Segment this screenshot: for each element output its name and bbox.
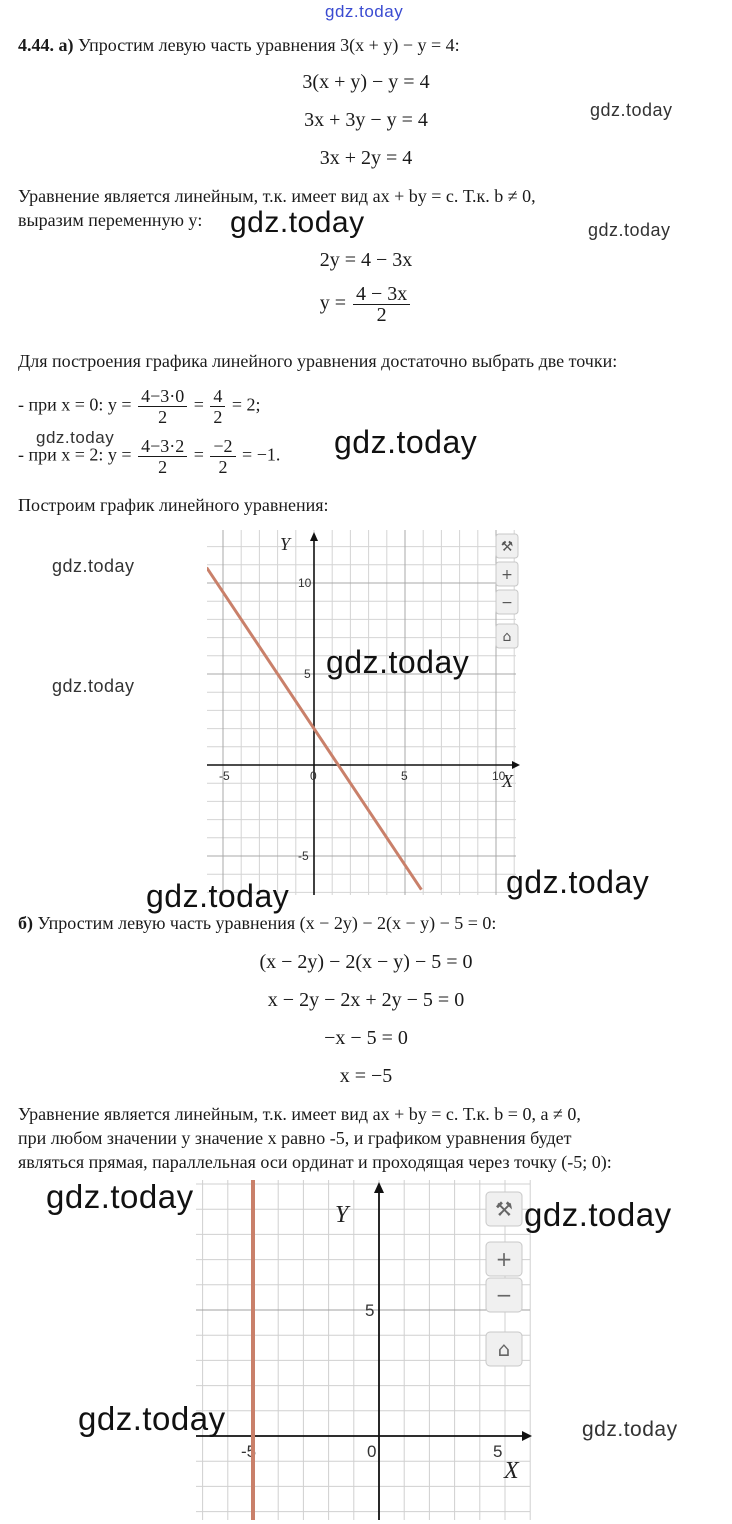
- watermark: gdz.today: [524, 1196, 672, 1233]
- problem-header-b: [18, 912, 496, 934]
- problem-number: 4.44. а): [18, 35, 74, 55]
- graph-a: [207, 530, 522, 895]
- equation-step: x − 2y − 2x + 2y − 5 = 0: [267, 989, 465, 1011]
- equation-step: 2y = 4 − 3x: [319, 249, 413, 271]
- point-1-calc: [18, 386, 261, 427]
- problem-intro: Упростим левую часть уравнения 3(x + y) − y = 4:: [78, 35, 460, 55]
- x-axis-label: X: [504, 1458, 519, 1484]
- text-line: при любом значении y значение x равно -5, и графиком уравнения будет: [18, 1128, 572, 1148]
- y-fraction-equation: [0, 284, 732, 325]
- problem-header-a: [18, 34, 460, 56]
- watermark: gdz.today: [46, 1178, 194, 1215]
- denominator: 2: [376, 304, 387, 326]
- fraction: [353, 284, 410, 325]
- fraction: [210, 436, 235, 477]
- paragraph-linear-b: [18, 1102, 716, 1174]
- plus-icon: +: [495, 1247, 513, 1271]
- home-icon: ⌂: [497, 1337, 511, 1361]
- text-line: = 2;: [231, 394, 261, 415]
- text-line: =: [193, 444, 204, 465]
- wrench-icon: ⚒: [495, 1197, 513, 1221]
- equation-step: 3(x + y) − y = 4: [302, 71, 430, 93]
- paragraph-two-points: Для построения графика линейного уравнения достаточно выбрать две точки:: [18, 351, 618, 371]
- watermark: gdz.today: [52, 676, 135, 696]
- x-axis-label: X: [502, 771, 513, 791]
- y-axis-label: Y: [335, 1202, 349, 1228]
- text-line: выразим переменную y:: [18, 210, 203, 230]
- text-line: y =: [319, 292, 346, 315]
- watermark: gdz.today: [588, 220, 671, 240]
- fraction: [210, 386, 225, 427]
- fraction: [138, 386, 187, 427]
- y-axis-arrow: [310, 532, 318, 541]
- graph-b: [196, 1180, 536, 1520]
- graph-a-canvas: [207, 530, 522, 895]
- numerator: 4−3·0: [138, 386, 187, 407]
- plus-icon: +: [501, 567, 513, 583]
- x-tick-label: 0: [310, 769, 317, 783]
- text-line: являться прямая, параллельная оси ординат и проходящая через точку (-5; 0):: [18, 1152, 612, 1172]
- watermark: gdz.today: [36, 428, 115, 447]
- equation-step: x = −5: [339, 1065, 393, 1087]
- watermark: gdz.today: [146, 878, 290, 914]
- text-line: Уравнение является линейным, т.к. имеет вид ax + by = c. Т.к. b ≠ 0,: [18, 186, 536, 206]
- x-tick-label: 0: [367, 1442, 377, 1461]
- text-line: Уравнение является линейным, т.к. имеет вид ax + by = c. Т.к. b = 0, a ≠ 0,: [18, 1104, 581, 1124]
- equation-step: 3x + 3y − y = 4: [304, 109, 428, 131]
- denominator: 2: [213, 407, 223, 427]
- numerator: 4−3·2: [138, 436, 187, 457]
- x-tick-label: 5: [401, 769, 408, 783]
- x-tick-label: -5: [219, 769, 230, 783]
- denominator: 2: [158, 407, 168, 427]
- problem-number: б): [18, 913, 33, 933]
- watermark: gdz.today: [52, 556, 135, 576]
- text-line: - при x = 2: y =: [18, 444, 132, 465]
- watermark: gdz.today: [78, 1400, 226, 1437]
- text-line: =: [193, 394, 204, 415]
- watermark: gdz.today: [334, 424, 478, 460]
- text-line: - при x = 0: y =: [18, 394, 132, 415]
- denominator: 2: [158, 457, 168, 477]
- equation-step: (x − 2y) − 2(x − y) − 5 = 0: [259, 951, 473, 973]
- watermark: gdz.today: [582, 1418, 678, 1441]
- y-tick-label: -5: [298, 849, 309, 863]
- watermark: gdz.today: [326, 644, 470, 680]
- problem-intro: Упростим левую часть уравнения (x − 2y) − 2(x − y) − 5 = 0:: [37, 913, 497, 933]
- numerator: −2: [210, 436, 235, 457]
- watermark: gdz.today: [506, 864, 650, 900]
- y-tick-label: 5: [365, 1301, 375, 1320]
- y-axis-label: Y: [280, 534, 291, 554]
- text-line: = −1.: [242, 444, 281, 465]
- x-axis-arrow: [512, 761, 520, 769]
- x-tick-label: -5: [241, 1442, 257, 1461]
- fraction: [138, 436, 187, 477]
- minus-icon: −: [501, 595, 513, 611]
- y-tick-label: 10: [298, 576, 312, 590]
- home-icon: ⌂: [502, 629, 512, 645]
- numerator: 4 − 3x: [353, 284, 410, 305]
- watermark: gdz.today: [325, 2, 404, 21]
- x-tick-label: 5: [493, 1442, 503, 1461]
- watermark: gdz.today: [230, 206, 365, 239]
- numerator: 4: [210, 386, 225, 407]
- minus-icon: −: [495, 1283, 513, 1307]
- equation-step: 3x + 2y = 4: [319, 147, 413, 169]
- paragraph-build: Построим график линейного уравнения:: [18, 495, 329, 515]
- y-tick-label: 5: [304, 667, 311, 681]
- x-tick-label: 10: [492, 769, 506, 783]
- wrench-icon: ⚒: [500, 539, 514, 555]
- equation-step: −x − 5 = 0: [324, 1027, 408, 1049]
- watermark: gdz.today: [590, 100, 673, 120]
- denominator: 2: [218, 457, 228, 477]
- graph-b-canvas: [196, 1180, 536, 1520]
